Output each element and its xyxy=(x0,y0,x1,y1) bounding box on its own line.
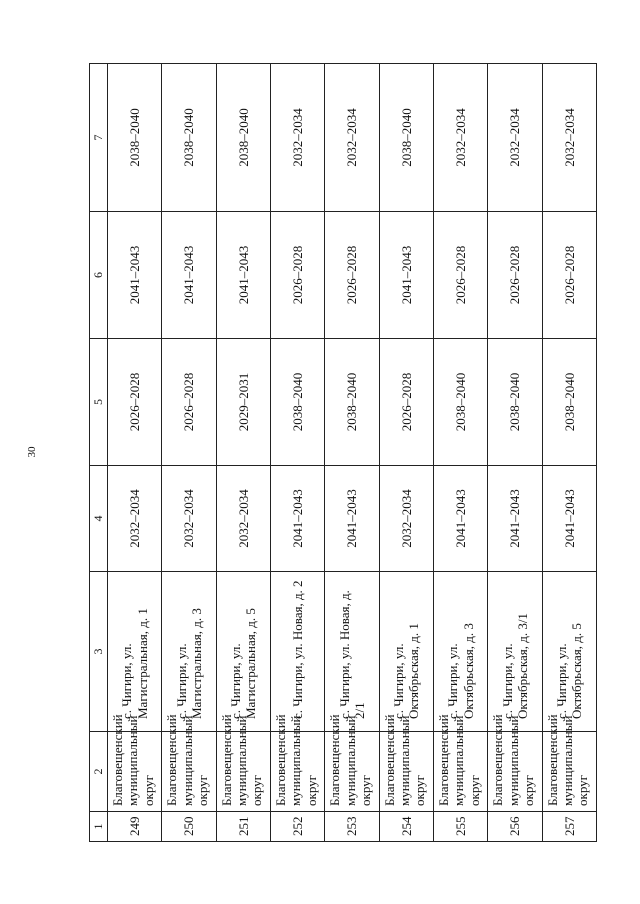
address-cell: с. Чигири, ул. Октябрьская, д. 3/1 xyxy=(488,572,542,732)
header-row xyxy=(90,64,108,842)
period-col4-cell: 2032–2034 xyxy=(216,466,270,572)
period-col4-cell: 2041–2043 xyxy=(270,466,324,572)
header-cell-4: 4 xyxy=(90,466,108,572)
table-row xyxy=(379,64,433,842)
row-number-cell: 249 xyxy=(108,812,162,842)
period-col6-cell: 2026–2028 xyxy=(433,212,487,339)
row-number-cell: 250 xyxy=(162,812,216,842)
period-col7-cell: 2032–2034 xyxy=(325,64,379,212)
period-col6-cell: 2026–2028 xyxy=(542,212,596,339)
address-cell: с. Чигири, ул. Магистральная, д. 1 xyxy=(108,572,162,732)
header-cell-2: 2 xyxy=(90,732,108,812)
period-col5-cell: 2038–2040 xyxy=(488,339,542,466)
period-col5-cell: 2026–2028 xyxy=(162,339,216,466)
period-col6-cell: 2026–2028 xyxy=(325,212,379,339)
address-cell: с. Чигири, ул. Магистральная, д. 3 xyxy=(162,572,216,732)
period-col5-cell: 2026–2028 xyxy=(379,339,433,466)
row-number-cell: 253 xyxy=(325,812,379,842)
period-col5-cell: 2038–2040 xyxy=(270,339,324,466)
period-col4-cell: 2041–2043 xyxy=(488,466,542,572)
period-col4-cell: 2032–2034 xyxy=(162,466,216,572)
rotated-table-container xyxy=(89,64,597,842)
period-col7-cell: 2038–2040 xyxy=(162,64,216,212)
address-cell: с. Чигири, ул. Октябрьская, д. 3 xyxy=(433,572,487,732)
period-col7-cell: 2038–2040 xyxy=(216,64,270,212)
row-number-cell: 257 xyxy=(542,812,596,842)
housing-schedule-table xyxy=(89,63,597,842)
period-col5-cell: 2026–2028 xyxy=(108,339,162,466)
district-cell: Благовещенский муниципальный округ xyxy=(379,732,433,812)
address-cell: с. Чигири, ул. Новая, д. 2 xyxy=(270,572,324,732)
row-number-cell: 255 xyxy=(433,812,487,842)
header-cell-3: 3 xyxy=(90,572,108,732)
period-col5-cell: 2038–2040 xyxy=(433,339,487,466)
district-cell: Благовещенский муниципальный округ xyxy=(108,732,162,812)
table-row xyxy=(488,64,542,842)
period-col5-cell: 2038–2040 xyxy=(325,339,379,466)
table-row xyxy=(433,64,487,842)
header-cell-6: 6 xyxy=(90,212,108,339)
period-col4-cell: 2041–2043 xyxy=(542,466,596,572)
address-cell: с. Чигири, ул. Октябрьская, д. 5 xyxy=(542,572,596,732)
district-cell: Благовещенский муниципальный округ xyxy=(216,732,270,812)
district-cell: Благовещенский муниципальный округ xyxy=(270,732,324,812)
header-cell-7: 7 xyxy=(90,64,108,212)
period-col4-cell: 2041–2043 xyxy=(433,466,487,572)
period-col7-cell: 2032–2034 xyxy=(433,64,487,212)
page-number: 30 xyxy=(26,446,38,458)
period-col6-cell: 2041–2043 xyxy=(216,212,270,339)
table-row xyxy=(542,64,596,842)
period-col4-cell: 2041–2043 xyxy=(325,466,379,572)
header-cell-1: 1 xyxy=(90,812,108,842)
address-cell: с. Чигири, ул. Магистральная, д. 5 xyxy=(216,572,270,732)
row-number-cell: 256 xyxy=(488,812,542,842)
period-col6-cell: 2026–2028 xyxy=(488,212,542,339)
period-col7-cell: 2038–2040 xyxy=(379,64,433,212)
address-cell: с. Чигири, ул. Новая, д. 2/1 xyxy=(325,572,379,732)
district-cell: Благовещенский муниципальный округ xyxy=(488,732,542,812)
period-col5-cell: 2038–2040 xyxy=(542,339,596,466)
period-col4-cell: 2032–2034 xyxy=(108,466,162,572)
table-row xyxy=(325,64,379,842)
period-col5-cell: 2029–2031 xyxy=(216,339,270,466)
row-number-cell: 254 xyxy=(379,812,433,842)
period-col7-cell: 2032–2034 xyxy=(542,64,596,212)
period-col6-cell: 2026–2028 xyxy=(270,212,324,339)
table-row xyxy=(270,64,324,842)
period-col7-cell: 2038–2040 xyxy=(108,64,162,212)
row-number-cell: 251 xyxy=(216,812,270,842)
table-row xyxy=(162,64,216,842)
table-row xyxy=(108,64,162,842)
district-cell: Благовещенский муниципальный округ xyxy=(325,732,379,812)
table-row xyxy=(216,64,270,842)
district-cell: Благовещенский муниципальный округ xyxy=(542,732,596,812)
row-number-cell: 252 xyxy=(270,812,324,842)
period-col6-cell: 2041–2043 xyxy=(379,212,433,339)
address-cell: с. Чигири, ул. Октябрьская, д. 1 xyxy=(379,572,433,732)
period-col6-cell: 2041–2043 xyxy=(108,212,162,339)
header-cell-5: 5 xyxy=(90,339,108,466)
district-cell: Благовещенский муниципальный округ xyxy=(433,732,487,812)
period-col6-cell: 2041–2043 xyxy=(162,212,216,339)
period-col7-cell: 2032–2034 xyxy=(270,64,324,212)
district-cell: Благовещенский муниципальный округ xyxy=(162,732,216,812)
period-col4-cell: 2032–2034 xyxy=(379,466,433,572)
period-col7-cell: 2032–2034 xyxy=(488,64,542,212)
